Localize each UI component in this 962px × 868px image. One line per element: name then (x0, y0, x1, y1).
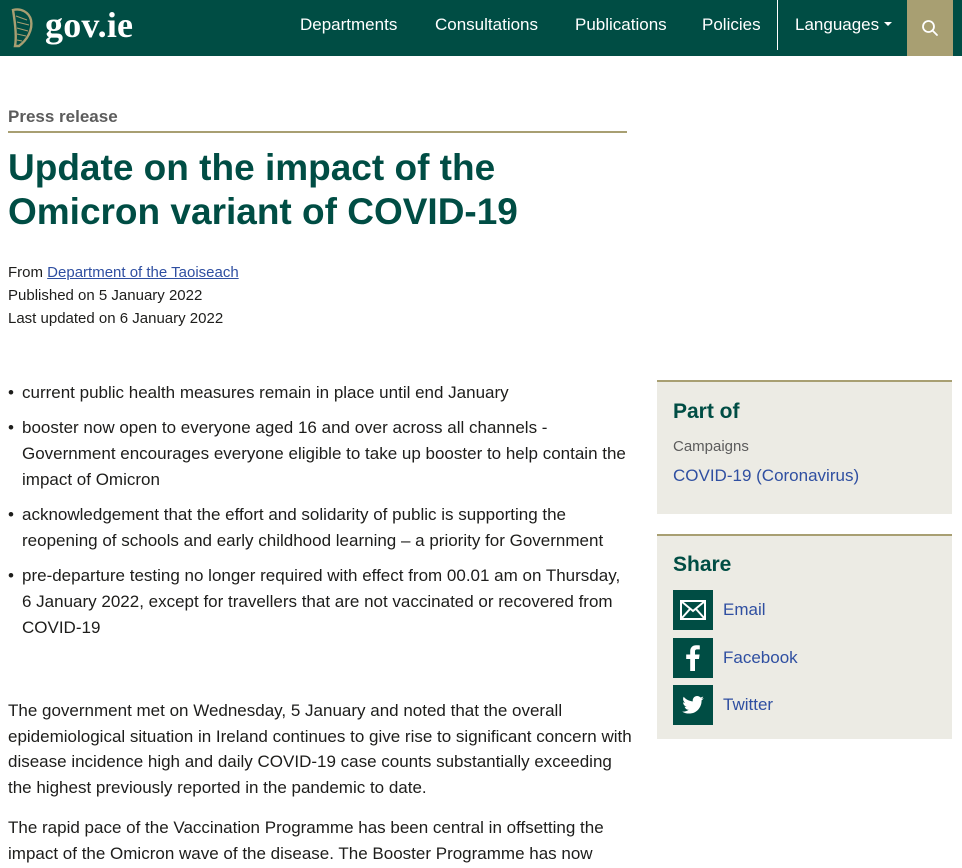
share-panel (657, 534, 952, 739)
brand-logo[interactable] (7, 0, 133, 56)
body-paragraph: The rapid pace of the Vaccination Programme has been central in offsetting the impact of the Omicron wave of the disease. The Booster Programme has now (8, 818, 604, 863)
department-link[interactable]: Department of the Taoiseach (47, 264, 239, 281)
nav-policies[interactable]: Policies (702, 15, 761, 34)
summary-bullets (8, 380, 633, 650)
campaign-link-covid[interactable]: COVID-19 (Coronavirus) (673, 466, 860, 485)
nav-divider (777, 0, 778, 50)
bullet-item: • current public health measures remain in place until end January (8, 380, 633, 406)
share-facebook[interactable] (673, 638, 798, 678)
share-heading: Share (673, 553, 732, 576)
facebook-icon (673, 638, 713, 678)
nav-consultations[interactable]: Consultations (435, 15, 539, 34)
brand-text: gov.ie (45, 5, 134, 45)
nav-publications[interactable]: Publications (575, 15, 667, 34)
share-facebook-label: Facebook (723, 648, 798, 667)
published-date: Published on 5 January 2022 (8, 287, 203, 304)
article-kicker: Press release (8, 107, 118, 126)
nav-departments[interactable]: Departments (300, 15, 398, 34)
harp-logo-icon (7, 6, 35, 50)
twitter-icon (673, 685, 713, 725)
body-paragraph: The government met on Wednesday, 5 January and noted that the overall epidemiological situation in Ireland continues to give rise to significant concern with disease incidence high and daily COVID-19 case counts substantially exceeding the highest previously reported in the pandemic to date. (8, 701, 632, 797)
bullet-item: • acknowledgement that the effort and solidarity of public is supporting the reopening of schools and early childhood learning – a priority for Government (8, 502, 633, 554)
share-twitter-label: Twitter (723, 695, 774, 714)
bullet-item: • booster now open to everyone aged 16 and over across all channels - Government encourages everyone eligible to take up booster to help contain the impact of Omicron (8, 415, 633, 493)
updated-date: Last updated on 6 January 2022 (8, 310, 224, 327)
site-header (0, 0, 962, 56)
share-email[interactable] (673, 590, 766, 630)
search-icon (921, 19, 939, 37)
languages-dropdown[interactable] (795, 15, 892, 35)
share-twitter[interactable] (673, 685, 773, 725)
part-of-heading: Part of (673, 400, 740, 423)
search-button[interactable] (907, 0, 953, 56)
languages-label: Languages (795, 15, 880, 34)
from-prefix: From (8, 264, 48, 281)
part-of-panel (657, 380, 952, 514)
share-email-label: Email (723, 600, 766, 619)
caret-down-icon (884, 22, 892, 26)
campaigns-label: Campaigns (673, 438, 749, 455)
bullet-item: • pre-departure testing no longer required with effect from 00.01 am on Thursday, 6 January 2022, except for travellers that are not vaccinated or recovered from COVID-19 (8, 563, 633, 641)
page-title: Update on the impact of the Omicron variant of COVID-19 (8, 147, 518, 232)
kicker-divider (8, 131, 627, 133)
email-icon (673, 590, 713, 630)
from-line (8, 264, 239, 281)
